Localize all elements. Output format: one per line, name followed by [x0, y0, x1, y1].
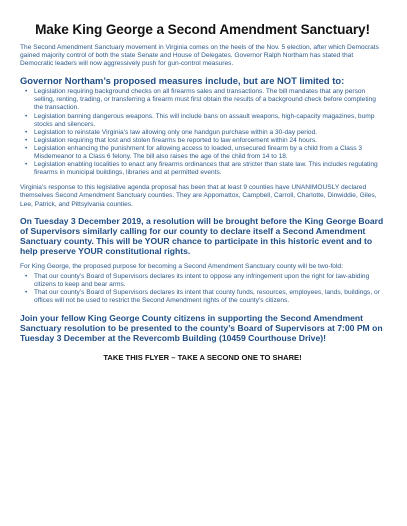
list-item: • Legislation enhancing the punishment for allowing access to loaded, unsecured firearm by a child from a Class 3 Misdemeanor to a Class 6 felony. The bill also raises the age of the child from 14 to 18.	[34, 145, 385, 161]
resolution-callout: On Tuesday 3 December 2019, a resolution will be brought before the King George Board of Supervisors similarly calling for our county to declare itself a Second Amendment Sanctuary county. This will be YOUR chance to participate in this historic event and to help preserve YOUR constitutional rights.	[20, 215, 384, 257]
measures-list	[20, 88, 385, 177]
list-item: • Legislation enabling localities to enact any firearms ordinances that are stricter than state law. This includes regulating firearms in municipal buildings, libraries and at permitted events.	[34, 161, 385, 177]
join-call-to-action: Join your fellow King George County citizens in supporting the Second Amendment Sanctuary resolution to be presented to the county’s Board of Supervisors at 7:00 PM on Tuesday 3 December at the Revercomb Building (10459 Courthouse Drive)!	[20, 312, 383, 344]
flyer-title: Make King George a Second Amendment Sanctuary!	[35, 22, 370, 37]
footer-banner: TAKE THIS FLYER – TAKE A SECOND ONE TO SHARE!	[103, 353, 302, 363]
list-item: • That our county’s Board of Supervisors declares its intent that county funds, resources, employees, lands, buildings, or offices will not be used to restrict the Second Amendment rights of the county’s citizens.	[34, 289, 385, 305]
list-item: • Legislation requiring background checks on all firearms sales and transactions. The bill mandates that any person selling, renting, trading, or transferring a firearm must first obtain the results of a background check before completing the transaction.	[34, 88, 385, 112]
list-item: • That our county’s Board of Supervisors declares its intent to oppose any infringement upon the right for law-abiding citizens to keep and bear arms.	[34, 273, 385, 289]
list-item: • Legislation banning dangerous weapons. This will include bans on assault weapons, high-capacity magazines, bump stocks and silencers.	[34, 113, 385, 129]
measures-heading: Governor Northam’s proposed measures include, but are NOT limited to:	[20, 75, 345, 87]
purpose-intro: For King George, the proposed purpose for becoming a Second Amendment Sanctuary county will be two-fold:	[20, 263, 343, 271]
list-item: • Legislation requiring that lost and stolen firearms be reported to law enforcement within 24 hours.	[34, 137, 385, 145]
response-paragraph: Virginia’s response to this legislative agenda proposal has been that at least 9 counties have UNANIMOUSLY declared themselves Second Amendment Sanctuary counties. They are Appomattox, Campbell, Carroll, Charlotte, Dinwiddie, Giles, Lee, Patrick, and Pittsylvania counties.	[20, 184, 377, 208]
list-item: • Legislation to reinstate Virginia’s law allowing only one handgun purchase within a 30-day period.	[34, 129, 385, 137]
intro-paragraph: The Second Amendment Sanctuary movement in Virginia comes on the heels of the Nov. 5 election, after which Democrats gained majority control of both the state Senate and House of Delegates. Governor Ralph Northam has stated that Democratic leaders will now aggressively push for gun-control measures.	[20, 44, 379, 68]
purposes-list	[20, 273, 385, 305]
